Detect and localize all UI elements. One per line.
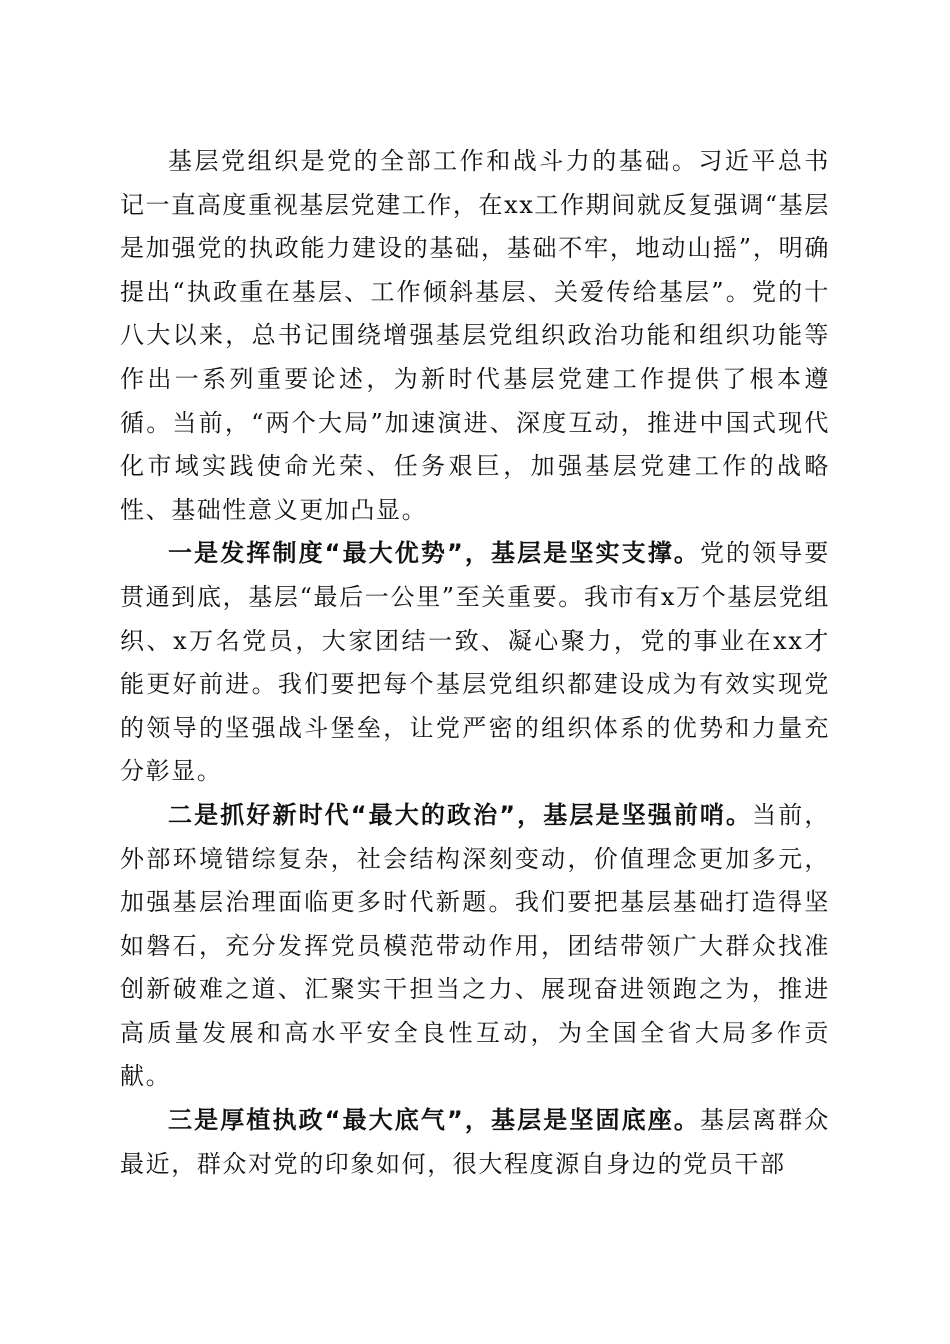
paragraph-text: 当前，外部环境错综复杂，社会结构深刻变动，价值理念更加多元，加强基层治理面临更多时代新题。我们要把基层基础打造得坚如磐石，充分发挥党员模范带动作用，团结带领广大群众找准创新破难之道、汇聚实干担当之力、展现奋进领跑之为，推进高质量发展和高水平安全良性互动，为全国全省大局多作贡献。: [120, 800, 830, 1091]
paragraph-text: 基层离群众最近，群众对党的印象如何，很大程度源自身边的党员干部: [120, 1106, 830, 1178]
paragraph-lead: 二是抓好新时代“最大的政治”，基层是坚强前哨。: [168, 800, 753, 829]
paragraph-point-2: [120, 794, 830, 1099]
paragraph-lead: 一是发挥制度“最大优势”，基层是坚实支撑。: [168, 539, 700, 568]
paragraph-point-1: [120, 532, 830, 794]
paragraph-point-3: [120, 1099, 830, 1186]
paragraph-text: 党的领导要贯通到底，基层“最后一公里”至关重要。我市有x万个基层党组织、x万名党员，大家团结一致、凝心聚力，党的事业在xx才能更好前进。我们要把每个基层党组织都建设成为有效实现党的领导的坚强战斗堡垒，让党严密的组织体系的优势和力量充分彰显。: [120, 539, 830, 786]
paragraph-lead: 三是厚植执政“最大底气”，基层是坚固底座。: [168, 1106, 700, 1135]
document-body: [120, 140, 830, 1186]
paragraph-text: 基层党组织是党的全部工作和战斗力的基础。习近平总书记一直高度重视基层党建工作，在xx工作期间就反复强调“基层是加强党的执政能力建设的基础，基础不牢，地动山摇”，明确提出“执政重在基层、工作倾斜基层、关爱传给基层”。党的十八大以来，总书记围绕增强基层党组织政治功能和组织功能等作出一系列重要论述，为新时代基层党建工作提供了根本遵循。当前，“两个大局”加速演进、深度互动，推进中国式现代化市域实践使命光荣、任务艰巨，加强基层党建工作的战略性、基础性意义更加凸显。: [120, 147, 830, 524]
paragraph-intro: [120, 140, 830, 532]
